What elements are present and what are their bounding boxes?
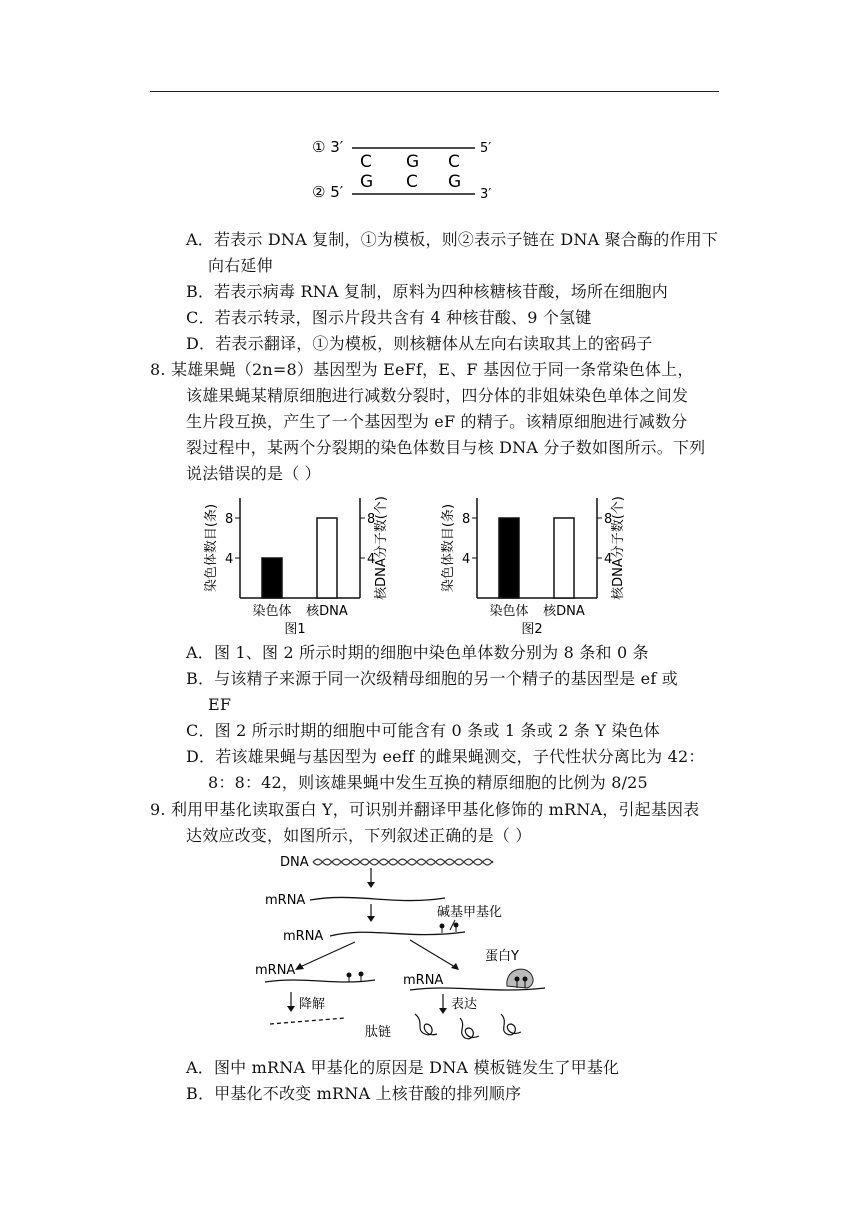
q8-option-d-cont: 8：8：42，则该雄果蝇中发生互换的精原细胞的比例为 8/25 [208,773,648,792]
q7-option-a: A．若表示 DNA 复制，①为模板，则②表示子链在 DNA 聚合酶的作用下 [186,230,719,249]
base-top-1: C [360,152,372,172]
q8-chart-1 [195,490,400,640]
ytick-left-label: 8 [225,512,234,527]
bar-2 [317,518,337,598]
ytick-left-label: 4 [462,552,471,567]
q8-stem-4: 裂过程中，某两个分裂期的染色体数目与核 DNA 分子数如图所示。下列 [186,438,706,457]
q8-option-a: A．图 1、图 2 所示时期的细胞中染色单体数分别为 8 条和 0 条 [186,643,649,662]
ytick-left-label: 4 [225,552,234,567]
express-label: 表达 [451,997,478,1012]
q8-chart-2 [432,490,637,640]
mrna-label-3: mRNA [255,963,296,978]
category-label-2: 核DNA [306,604,348,619]
ytick-right-label: 8 [604,512,613,527]
q7-strand-figure [300,134,520,204]
q8-stem-2: 该雄果蝇某精原细胞进行减数分裂时，四分体的非姐妹染色单体之间发 [186,386,689,405]
y-axis-left-title: 染色体数目(条) [204,503,219,593]
q8-option-c: C．图 2 所示时期的细胞中可能含有 0 条或 1 条或 2 条 Y 染色体 [186,721,660,740]
base-bottom-2: C [406,172,418,192]
q7-option-c: C．若表示转录，图示片段共含有 4 种核苷酸、9 个氢键 [186,308,592,327]
q7-option-d: D．若表示翻译，①为模板，则核糖体从左向右读取其上的密码子 [186,334,653,353]
ytick-right-label: 4 [367,552,376,567]
strand2-label: ② 5′ [312,183,344,201]
base-bottom-1: G [360,172,374,192]
category-label-1: 染色体 [489,604,529,619]
q9-stem-2: 达效应改变，如图所示，下列叙述正确的是（ ） [186,826,532,845]
ytick-right-label: 8 [367,512,376,527]
dna-label: DNA [280,855,309,870]
bar-1 [262,558,282,598]
q9-methylation-diagram [255,852,555,1042]
mrna-label-4: mRNA [403,973,444,988]
y-axis-right-title: 核DNA分子数(个) [611,496,626,600]
q8-option-b: B．与该精子来源于同一次级精母细胞的另一个精子的基因型是 ef 或 [186,669,678,688]
base-bottom-3: G [448,172,462,192]
y-axis-left-title: 染色体数目(条) [441,503,456,593]
q8-stem-1: 8. 某雄果蝇（2n=8）基因型为 EeFf，E、F 基因位于同一条常染色体上， [150,360,694,379]
q8-option-b-cont: EF [208,695,232,714]
peptide-label: 肽链 [365,1025,392,1040]
mrna-label-1: mRNA [265,893,306,908]
protein-y-label: 蛋白Y [485,949,519,964]
ytick-left-label: 8 [462,512,471,527]
q8-option-d: D．若该雄果蝇与基因型为 eeff 的雌果蝇测交，子代性状分离比为 42： [186,747,705,766]
methylation-label: 碱基甲基化 [437,905,503,920]
category-label-1: 染色体 [252,604,292,619]
bar-1 [499,518,519,598]
q7-option-b: B．若表示病毒 RNA 复制，原料为四种核糖核苷酸，场所在细胞内 [186,282,668,301]
bar-2 [554,518,574,598]
strand2-end: 3′ [480,187,492,202]
header-rule [150,91,719,92]
chart-title: 图1 [284,622,306,637]
ytick-right-label: 4 [604,552,613,567]
q8-stem-3: 生片段互换，产生了一个基因型为 eF 的精子。该精原细胞进行减数分 [186,412,688,431]
strand1-label: ① 3′ [312,138,344,156]
base-top-3: C [448,152,460,172]
q8-stem-5: 说法错误的是（ ） [186,464,321,483]
mrna-label-2: mRNA [283,929,324,944]
chart-title: 图2 [521,622,543,637]
category-label-2: 核DNA [543,604,585,619]
q9-option-a: A．图中 mRNA 甲基化的原因是 DNA 模板链发生了甲基化 [186,1058,620,1077]
q9-option-b: B．甲基化不改变 mRNA 上核苷酸的排列顺序 [186,1084,522,1103]
q7-option-a-cont: 向右延伸 [208,256,273,275]
dna-helix [313,859,493,865]
degrade-label: 降解 [299,997,326,1012]
strand1-end: 5′ [480,141,492,156]
base-top-2: G [406,152,420,172]
q9-stem-1: 9. 利用甲基化读取蛋白 Y，可识别并翻译甲基化修饰的 mRNA，引起基因表 [150,800,700,819]
y-axis-right-title: 核DNA分子数(个) [374,496,389,600]
